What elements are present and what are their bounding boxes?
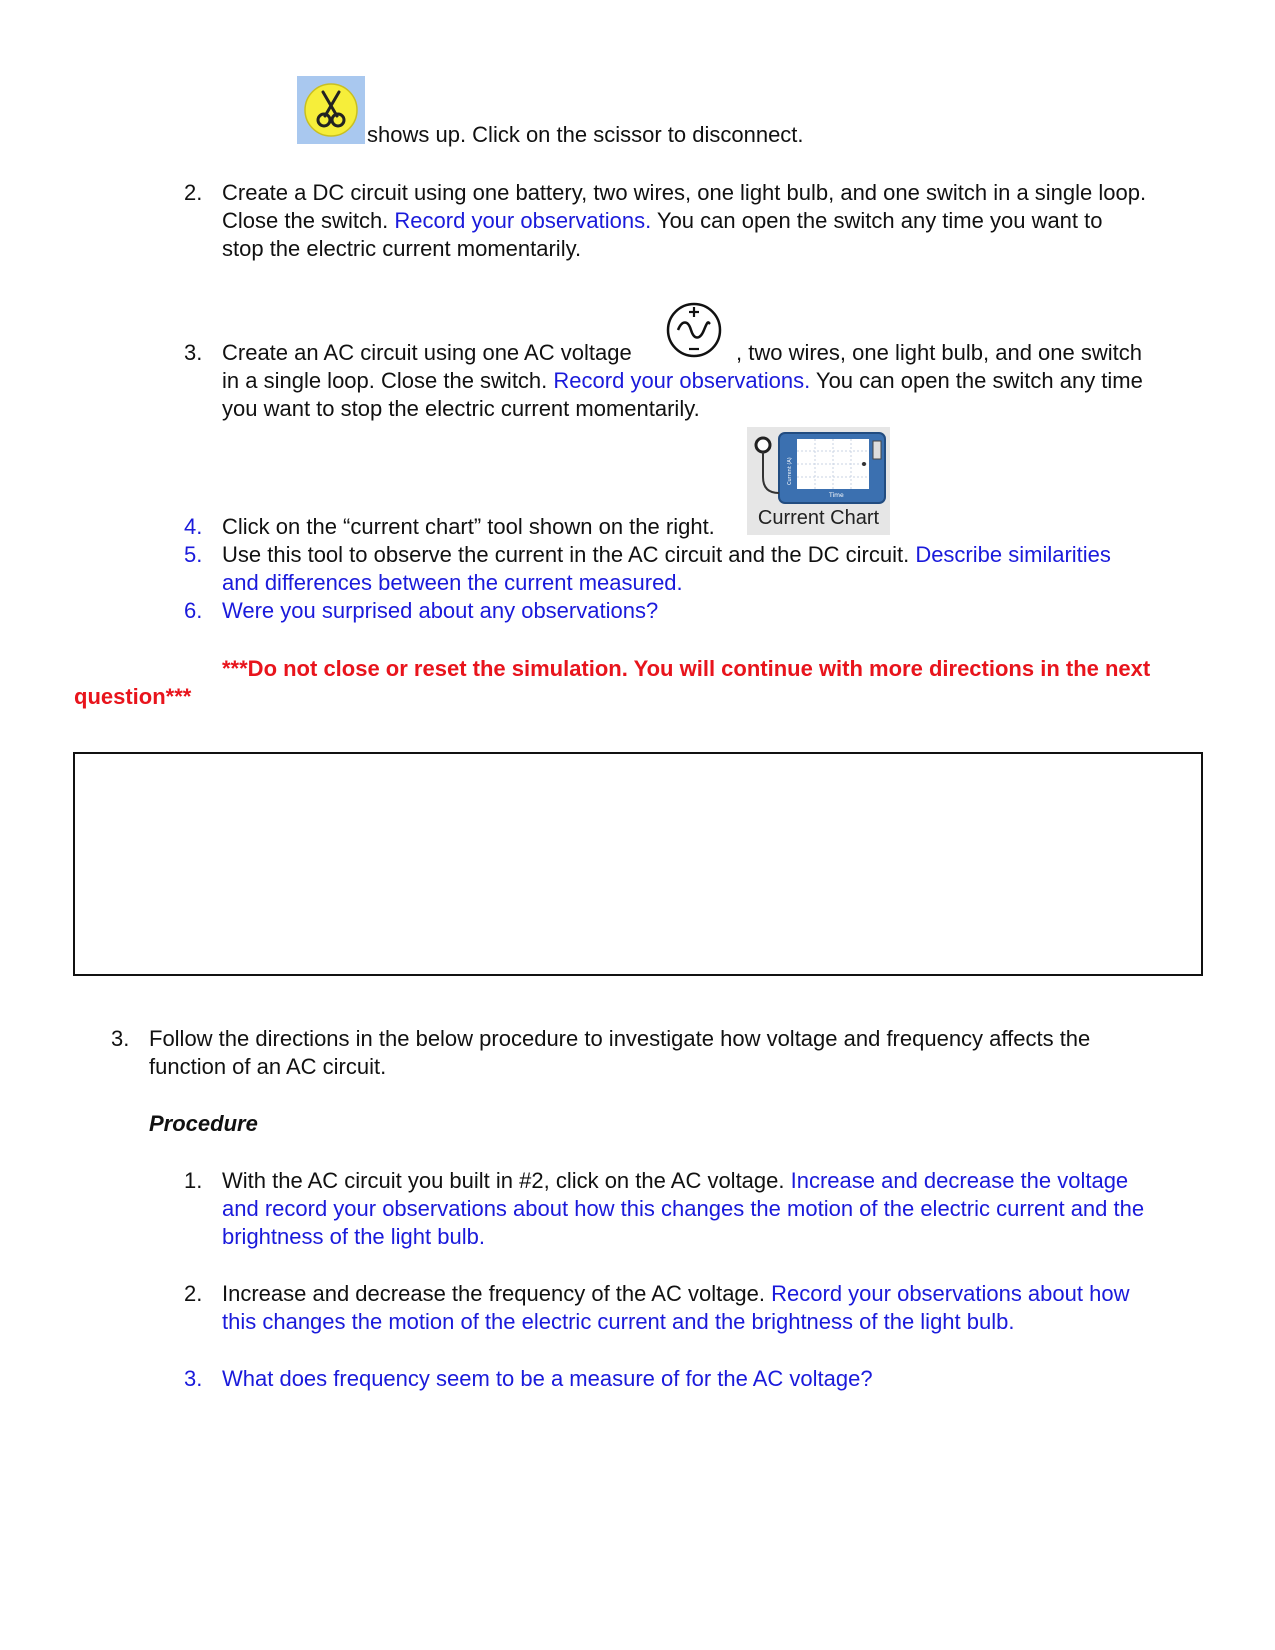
item-2-number: 2.	[184, 180, 203, 205]
current-chart-label: Current Chart	[757, 507, 880, 529]
question-3-line-2: function of an AC circuit.	[149, 1054, 387, 1079]
item-3-line-2	[222, 367, 1143, 395]
item-2-text-1: Create a DC circuit using one battery, two wires, one light bulb, and one switch in a single loop.	[222, 180, 1147, 205]
item-3-line-1b: , two wires, one light bulb, and one switch	[736, 340, 1143, 365]
warning-line-2: question***	[74, 684, 192, 709]
procedure-1-text-blue: Increase and decrease the voltage	[790, 1168, 1129, 1193]
item-3-number: 3.	[184, 340, 203, 365]
procedure-1-line-2: and record your observations about how this changes the motion of the electric current and the	[222, 1196, 1145, 1221]
item-3-text-1: Create an AC circuit using one AC voltage	[222, 340, 632, 365]
item-6-text: Were you surprised about any observations?	[222, 598, 659, 623]
item-4-number: 4.	[184, 514, 203, 539]
current-chart-tool-icon	[747, 427, 890, 535]
item-2-record-prompt: Record your observations.	[394, 208, 652, 233]
item-2-line-1	[222, 179, 1146, 207]
item-3-record-prompt: Record your observations.	[553, 368, 811, 393]
item-3-text-2a: in a single loop. Close the switch.	[222, 368, 554, 393]
item-3-text-3: you want to stop the electric current momentarily.	[222, 396, 700, 421]
item-2-text-2c: You can open the switch any time you want to	[651, 208, 1103, 233]
chart-icon-y-label: Current (A)	[787, 457, 793, 485]
procedure-1-line-1	[222, 1167, 1128, 1195]
item-2-text-2a: Close the switch.	[222, 208, 395, 233]
scissor-icon	[297, 76, 365, 144]
item-5-text-black: Use this tool to observe the current in the AC circuit and the DC circuit.	[222, 542, 916, 567]
warning-line-1: ***Do not close or reset the simulation. You will continue with more directions in the next	[222, 656, 1151, 681]
chart-icon-x-label: Time	[829, 492, 844, 499]
item-2-text-3: stop the electric current momentarily.	[222, 236, 582, 261]
item-5-line-1	[222, 541, 1111, 569]
item-6-number: 6.	[184, 598, 203, 623]
scissor-instruction: shows up. Click on the scissor to disconnect.	[367, 122, 804, 147]
question-3-line-1: Follow the directions in the below procedure to investigate how voltage and frequency affects the	[149, 1026, 1091, 1051]
question-3-number: 3.	[111, 1026, 130, 1051]
item-5-line-2: and differences between the current measured.	[222, 570, 683, 595]
ac-voltage-icon	[664, 300, 724, 360]
item-3-line-3	[222, 395, 700, 423]
item-2-line-2	[222, 207, 1103, 235]
procedure-2-text-black: Increase and decrease the frequency of the AC voltage.	[222, 1281, 772, 1306]
answer-box[interactable]	[73, 752, 1203, 976]
procedure-3-text: What does frequency seem to be a measure of for the AC voltage?	[222, 1366, 873, 1391]
item-3-text-2c: You can open the switch any time	[810, 368, 1143, 393]
procedure-2-text-blue: Record your observations about how	[771, 1281, 1130, 1306]
procedure-3-number: 3.	[184, 1366, 203, 1391]
procedure-heading: Procedure	[149, 1111, 258, 1136]
procedure-2-number: 2.	[184, 1281, 203, 1306]
item-5-number: 5.	[184, 542, 203, 567]
procedure-1-line-3: brightness of the light bulb.	[222, 1224, 485, 1249]
procedure-1-number: 1.	[184, 1168, 203, 1193]
item-5-text-blue: Describe similarities	[915, 542, 1111, 567]
procedure-2-line-2: this changes the motion of the electric current and the brightness of the light bulb.	[222, 1309, 1015, 1334]
procedure-2-line-1	[222, 1280, 1129, 1308]
item-3-line-1a	[222, 339, 632, 367]
item-4-text: Click on the “current chart” tool shown on the right.	[222, 514, 715, 539]
procedure-1-text-black: With the AC circuit you built in #2, click on the AC voltage.	[222, 1168, 791, 1193]
item-2-line-3	[222, 235, 581, 263]
